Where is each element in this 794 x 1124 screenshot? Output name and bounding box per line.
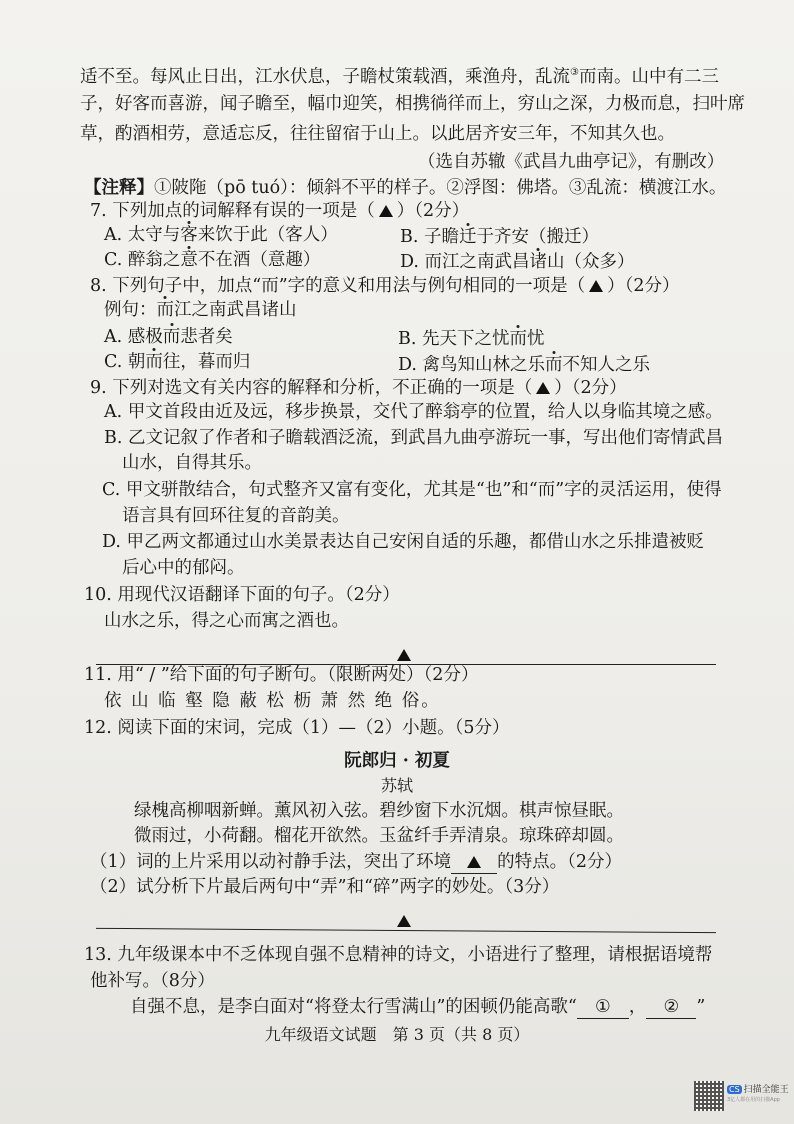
q9-stem: 9. 下列对选文有关内容的解释和分析，不正确的一项是（ ）（2分） [90,378,627,398]
q9-option-d[interactable]: D. 甲乙两文都通过山水美景表达自己安闲自适的乐趣，都借山水之乐排遣被贬 [102,532,705,552]
passage-notes: 【注释】①陂陁（pō tuó）：倾斜不平的样子。②浮图：佛塔。③乱流：横渡江水。 [84,178,727,198]
q9-option-c[interactable]: C. 甲文骈散结合，句式整齐又富有变化，尤其是“也”和“而”字的灵活运用，使得 [102,480,722,500]
page-footer: 九年级语文试题 第 3 页（共 8 页） [264,1025,530,1044]
q7-option-d[interactable]: D. 而江之南武昌诸山（众多） [400,252,635,272]
qr-code-icon [694,1081,724,1111]
passage-line-2: 子，好客而喜游，闻子瞻至，幅巾迎笑，相携徜徉而上，穷山之深，力极而息，扫叶席 [80,94,745,114]
camscanner-tagline: 3亿人都在用的扫描App [727,1097,780,1103]
q12-stem: 12. 阅读下面的宋词，完成（1）—（2）小题。（5分） [84,718,510,738]
answer-triangle-icon [397,645,411,664]
q9-option-c-cont: 语言具有回环往复的音韵美。 [122,506,350,526]
q8-stem: 8. 下列句子中，加点“而”字的意义和用法与例句相同的一项是（ ）（2分） [90,276,680,296]
q9-option-a[interactable]: A. 甲文首段由近及远，移步换景，交代了醉翁亭的位置，给人以身临其境之感。 [104,402,723,422]
q8-option-b[interactable]: B. 先天下之忧而忧 [398,329,545,349]
passage-line-3: 草，酌酒相劳，意适忘反，往往留宿于山上。以此居齐安三年，不知其久也。 [80,124,675,144]
q10-stem: 10. 用现代汉语翻译下面的句子。（2分） [84,585,400,605]
q8-option-a[interactable]: A. 感极而悲者矣 [104,327,233,347]
passage-source: （选自苏辙《武昌九曲亭记》，有删改） [418,152,725,172]
q7-stem: 7. 下列加点的词解释有误的一项是（ ）（2分） [90,201,470,221]
q11-stem: 11. 用“ / ”给下面的句子断句。（限断两处）（2分） [84,665,479,685]
q13-blank-2[interactable]: ② [646,996,696,1019]
answer-triangle-icon [397,911,411,930]
answer-triangle-icon [467,856,481,868]
poem-line-1: 绿槐高柳咽新蝉。薰风初入弦。碧纱窗下水沉烟。棋声惊昼眠。 [134,801,624,821]
q9-option-b-cont: 山水，自得其乐。 [122,453,262,473]
poem-author: 苏轼 [380,776,413,795]
q13-body: 自强不息，是李白面对“将登太行雪满山”的困顿仍能高歌“ ① ， ② ” [130,997,706,1017]
q7-option-b[interactable]: B. 子瞻迁于齐安（搬迁） [400,227,599,247]
q13-stem-2: 他补写。（8分） [90,971,215,991]
answer-triangle-icon [589,280,603,292]
answer-triangle-icon [379,205,393,217]
q12-sub1: （1）词的上片采用以动衬静手法，突出了环境 的特点。（2分） [90,852,623,872]
q13-blank-1[interactable]: ① [577,996,629,1019]
q7-option-c[interactable]: C. 醉翁之意不在酒（意趣） [104,250,321,270]
q8-example: 例句：而江之南武昌诸山 [104,300,297,320]
camscanner-logo: CS 扫描全能王 [729,1085,789,1095]
q8-option-d[interactable]: D. 禽鸟知山林之乐而不知人之乐 [398,355,651,375]
passage-line-1: 适不至。每风止日出，江水伏息，子瞻杖策载酒，乘渔舟，乱流③而南。山中有二三 [80,66,719,87]
q9-option-d-cont: 后心中的郁闷。 [122,558,245,578]
q12-sub2: （2）试分析下片最后两句中“弄”和“碎”两字的妙处。（3分） [90,877,560,897]
poem-title: 阮郎归 · 初夏 [344,751,450,771]
q9-option-b[interactable]: B. 乙文记叙了作者和子瞻载酒泛流，到武昌九曲亭游玩一事，写出他们寄情武昌 [104,428,723,448]
answer-triangle-icon [536,382,550,394]
q12-sub1-blank[interactable] [451,851,497,874]
q11-sentence: 依 山 临 壑 隐 蔽 松 枥 萧 然 绝 俗。 [104,691,441,711]
poem-line-2: 微雨过，小荷翻。榴花开欲然。玉盆纤手弄清泉。琼珠碎却圆。 [134,826,624,846]
q10-sentence: 山水之乐，得之心而寓之酒也。 [104,611,349,631]
q7-option-a[interactable]: A. 太守与客来饮于此（客人） [104,225,338,245]
q8-option-c[interactable]: C. 朝而往，暮而归 [104,352,251,372]
q13-stem-1: 13. 九年级课本中不乏体现自强不息精神的诗文，小语进行了整理，请根据语境帮 [84,945,713,965]
